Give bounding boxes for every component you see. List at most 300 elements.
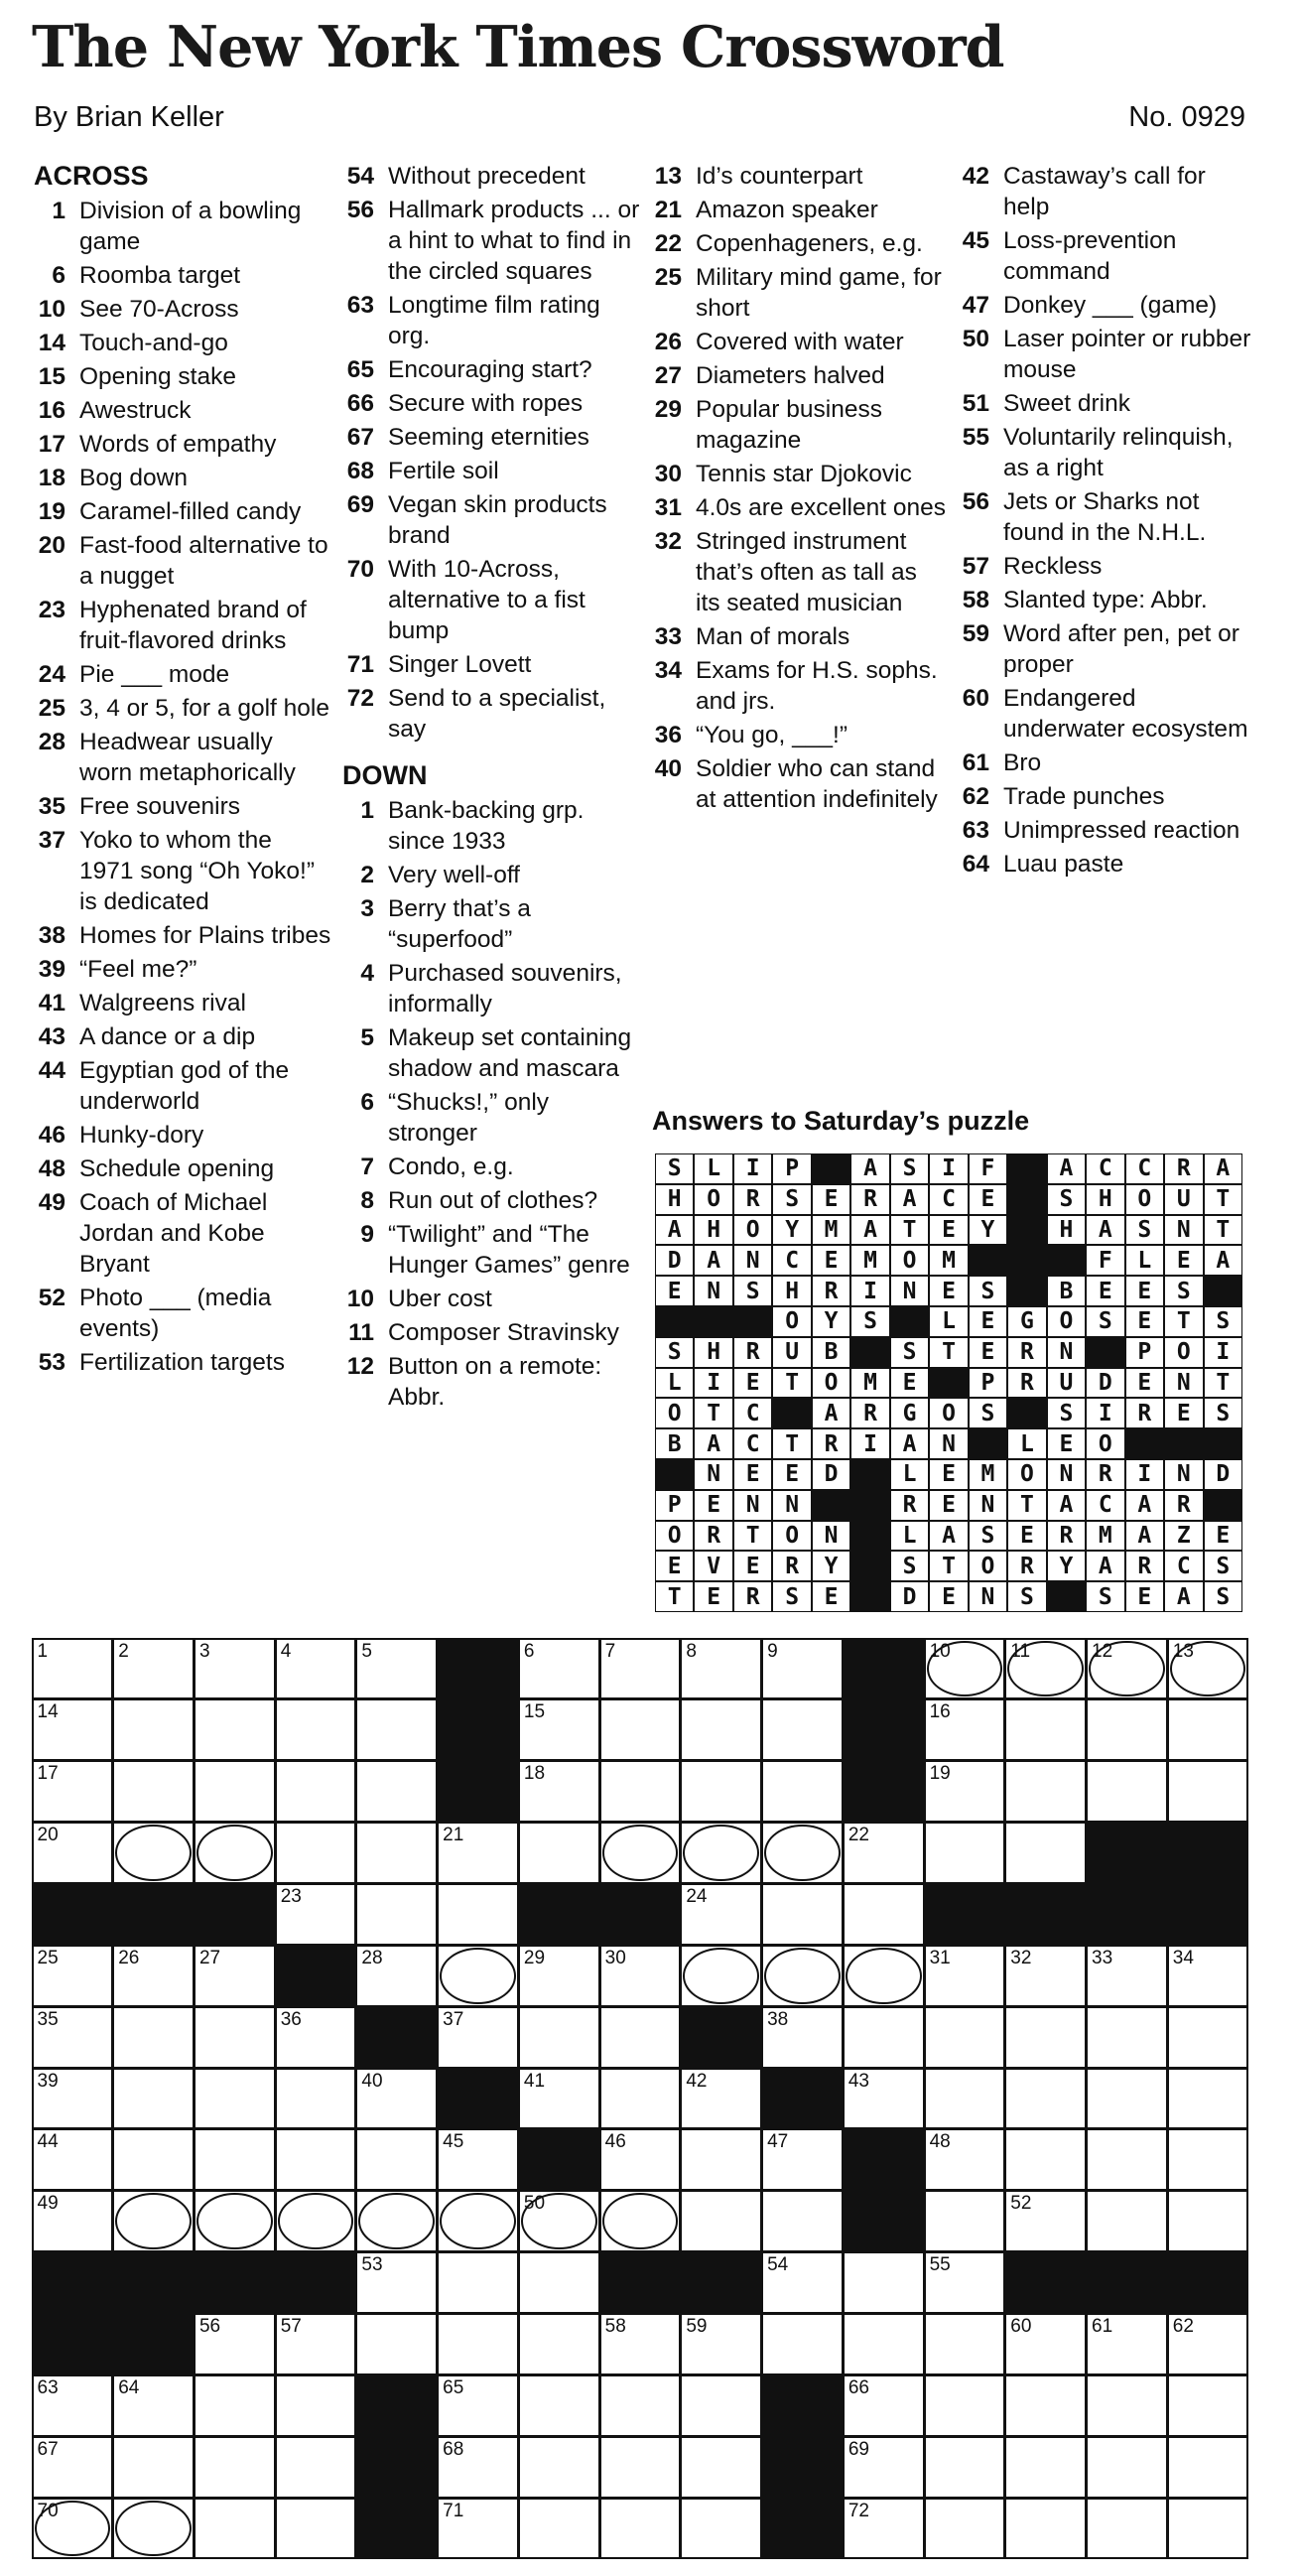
answer-letter: A bbox=[1087, 1216, 1123, 1245]
clue-item bbox=[342, 195, 640, 287]
circle-mark bbox=[764, 1948, 841, 2004]
grid-cell[interactable] bbox=[357, 2192, 436, 2250]
clue-text: Hunky-dory bbox=[79, 1122, 204, 1149]
answer-letter: M bbox=[970, 1460, 1006, 1489]
grid-cell[interactable] bbox=[439, 2192, 517, 2250]
grid-cell[interactable] bbox=[277, 2192, 355, 2250]
grid-cell[interactable] bbox=[114, 1700, 193, 1759]
grid-cell[interactable] bbox=[195, 1947, 274, 2005]
grid-cell[interactable] bbox=[1088, 1640, 1166, 1698]
clue-item bbox=[34, 920, 331, 951]
answer-letter: P bbox=[656, 1491, 693, 1520]
grid-cell[interactable] bbox=[682, 2376, 760, 2435]
grid-cell[interactable] bbox=[1006, 2008, 1085, 2067]
grid-cell[interactable] bbox=[195, 1824, 274, 1882]
answer-letter: A bbox=[1126, 1522, 1163, 1551]
grid-cell[interactable] bbox=[682, 2070, 760, 2128]
clue-text: With 10-Across, alternative to a fist bump bbox=[388, 556, 586, 644]
grid-cell[interactable] bbox=[195, 2192, 274, 2250]
grid-cell[interactable] bbox=[114, 2376, 193, 2435]
grid-cell[interactable] bbox=[601, 1947, 680, 2005]
grid-cell[interactable] bbox=[195, 2315, 274, 2373]
grid-cell[interactable] bbox=[845, 1885, 923, 1944]
cell-number: 9 bbox=[767, 1640, 778, 1662]
clue-number: 6 bbox=[52, 262, 65, 289]
answer-letter: N bbox=[930, 1429, 967, 1458]
grid-cell[interactable] bbox=[195, 1640, 274, 1698]
cell-number: 58 bbox=[604, 2316, 626, 2338]
grid-cell[interactable] bbox=[1088, 2376, 1166, 2435]
grid-cell[interactable] bbox=[34, 1700, 112, 1759]
grid-cell[interactable] bbox=[520, 2192, 598, 2250]
answer-letter: B bbox=[656, 1429, 693, 1458]
across-heading: ACROSS bbox=[34, 161, 149, 191]
answer-letter: U bbox=[1165, 1185, 1202, 1214]
grid-cell[interactable] bbox=[277, 2070, 355, 2128]
grid-cell[interactable] bbox=[1169, 1947, 1247, 2005]
grid-cell[interactable] bbox=[682, 2500, 760, 2558]
grid-cell[interactable] bbox=[926, 2008, 1004, 2067]
clue-number: 29 bbox=[654, 396, 682, 423]
grid-cell[interactable] bbox=[1006, 2130, 1085, 2189]
clue-text: Popular business magazine bbox=[696, 396, 882, 454]
cell-number: 63 bbox=[37, 2376, 59, 2398]
answer-letter: A bbox=[1048, 1154, 1085, 1183]
grid-cell[interactable] bbox=[1088, 2438, 1166, 2497]
grid-cell[interactable] bbox=[1088, 1700, 1166, 1759]
grid-cell[interactable] bbox=[926, 2253, 1004, 2312]
clue-number: 41 bbox=[38, 990, 65, 1017]
circle-mark bbox=[683, 1825, 759, 1881]
grid-cell[interactable] bbox=[763, 1885, 842, 1944]
answer-letter: T bbox=[1205, 1185, 1241, 1214]
grid-cell[interactable] bbox=[926, 2500, 1004, 2558]
grid-cell[interactable] bbox=[520, 2070, 598, 2128]
clue-item bbox=[958, 747, 1255, 778]
clue-item bbox=[342, 354, 640, 385]
grid-cell[interactable] bbox=[1169, 1762, 1247, 1821]
clue-text: Diameters halved bbox=[696, 362, 885, 389]
grid-cell[interactable] bbox=[34, 2130, 112, 2189]
grid-cell[interactable] bbox=[763, 2192, 842, 2250]
grid-cell[interactable] bbox=[763, 1640, 842, 1698]
cell-number: 57 bbox=[280, 2316, 302, 2338]
grid-cell[interactable] bbox=[926, 2315, 1004, 2373]
grid-cell[interactable] bbox=[195, 2438, 274, 2497]
grid-cell[interactable] bbox=[682, 2130, 760, 2189]
grid-cell[interactable] bbox=[1169, 2376, 1247, 2435]
grid-cell[interactable] bbox=[520, 1640, 598, 1698]
grid-cell[interactable] bbox=[357, 1640, 436, 1698]
grid-cell[interactable] bbox=[682, 2192, 760, 2250]
grid-cell[interactable] bbox=[601, 2008, 680, 2067]
grid-cell[interactable] bbox=[114, 2438, 193, 2497]
grid-cell[interactable] bbox=[682, 1700, 760, 1759]
answer-letter: I bbox=[851, 1429, 888, 1458]
grid-cell[interactable] bbox=[763, 2253, 842, 2312]
grid-cell[interactable] bbox=[845, 2438, 923, 2497]
grid-cell[interactable] bbox=[601, 2376, 680, 2435]
grid-cell[interactable] bbox=[520, 1824, 598, 1882]
cell-number: 69 bbox=[847, 2438, 869, 2460]
grid-cell[interactable] bbox=[439, 1885, 517, 1944]
grid-cell[interactable] bbox=[195, 2130, 274, 2189]
grid-cell[interactable] bbox=[1088, 1947, 1166, 2005]
grid-cell[interactable] bbox=[520, 2376, 598, 2435]
clue-number: 66 bbox=[346, 390, 374, 417]
clue-text: Berry that’s a “superfood” bbox=[388, 895, 531, 953]
grid-cell[interactable] bbox=[34, 1947, 112, 2005]
cell-number: 34 bbox=[1172, 1947, 1194, 1968]
grid-cell[interactable] bbox=[277, 1824, 355, 1882]
grid-cell[interactable] bbox=[1169, 2438, 1247, 2497]
grid-cell[interactable] bbox=[926, 2130, 1004, 2189]
grid-cell[interactable] bbox=[763, 1762, 842, 1821]
answer-letter: S bbox=[1165, 1277, 1202, 1305]
grid-cell[interactable] bbox=[1006, 1947, 1085, 2005]
clue-number: 8 bbox=[360, 1187, 374, 1214]
grid-cell[interactable] bbox=[926, 1640, 1004, 1698]
answer-letter: O bbox=[1165, 1338, 1202, 1367]
answer-letter: C bbox=[734, 1429, 771, 1458]
cell-number: 6 bbox=[523, 1640, 535, 1662]
grid-cell[interactable] bbox=[601, 1640, 680, 1698]
circle-mark bbox=[683, 1948, 759, 2004]
grid-cell[interactable] bbox=[601, 2438, 680, 2497]
clue-number: 43 bbox=[38, 1023, 65, 1050]
cell-number: 4 bbox=[280, 1640, 292, 1662]
grid-cell[interactable] bbox=[845, 2070, 923, 2128]
grid-cell[interactable] bbox=[439, 2253, 517, 2312]
clue-number: 34 bbox=[654, 657, 682, 684]
clue-number: 10 bbox=[38, 296, 65, 323]
answer-letter: R bbox=[1008, 1369, 1045, 1398]
grid-cell[interactable] bbox=[357, 1885, 436, 1944]
grid-cell[interactable] bbox=[1169, 2070, 1247, 2128]
clue-text: Walgreens rival bbox=[79, 990, 246, 1017]
grid-cell[interactable] bbox=[1006, 2500, 1085, 2558]
cell-number: 10 bbox=[929, 1640, 951, 1662]
grid-cell[interactable] bbox=[1169, 2192, 1247, 2250]
grid-cell[interactable] bbox=[195, 2500, 274, 2558]
clue-number: 6 bbox=[360, 1089, 374, 1116]
grid-cell[interactable] bbox=[763, 1700, 842, 1759]
clue-item bbox=[34, 328, 331, 358]
answer-letter: A bbox=[851, 1216, 888, 1245]
answer-letter: E bbox=[1048, 1429, 1085, 1458]
clue-number: 1 bbox=[52, 198, 65, 224]
grid-cell[interactable] bbox=[926, 1762, 1004, 1821]
clue-item bbox=[342, 1284, 640, 1314]
grid-cell[interactable] bbox=[1006, 1824, 1085, 1882]
grid-cell[interactable] bbox=[1088, 2192, 1166, 2250]
answer-letter: N bbox=[695, 1460, 731, 1489]
clue-number: 11 bbox=[348, 1319, 374, 1346]
clue-text: Encouraging start? bbox=[388, 356, 592, 383]
clue-item bbox=[34, 693, 331, 724]
clue-text: Id’s counterpart bbox=[696, 163, 863, 190]
clue-item bbox=[958, 422, 1255, 483]
clue-column-4 bbox=[958, 161, 1255, 882]
clue-number: 69 bbox=[346, 491, 374, 518]
grid-cell[interactable] bbox=[1088, 2315, 1166, 2373]
grid-cell[interactable] bbox=[1169, 1640, 1247, 1698]
grid-cell[interactable] bbox=[926, 1824, 1004, 1882]
grid-cell[interactable] bbox=[520, 2438, 598, 2497]
answer-letter: N bbox=[813, 1522, 849, 1551]
grid-cell[interactable] bbox=[439, 2376, 517, 2435]
grid-cell[interactable] bbox=[34, 1640, 112, 1698]
grid-cell[interactable] bbox=[845, 2315, 923, 2373]
page-title: The New York Times Crossword bbox=[32, 14, 1004, 80]
grid-cell[interactable] bbox=[114, 2130, 193, 2189]
grid-cell[interactable] bbox=[926, 2376, 1004, 2435]
grid-cell[interactable] bbox=[682, 1885, 760, 1944]
answer-letter: R bbox=[1165, 1154, 1202, 1183]
clue-text: Opening stake bbox=[79, 363, 236, 390]
cell-number: 56 bbox=[198, 2316, 221, 2338]
answer-letter: R bbox=[1126, 1399, 1163, 1427]
grid-cell[interactable] bbox=[682, 2315, 760, 2373]
grid-cell[interactable] bbox=[763, 2315, 842, 2373]
circle-mark bbox=[196, 2193, 273, 2249]
grid-cell[interactable] bbox=[601, 2192, 680, 2250]
grid-cell[interactable] bbox=[357, 2070, 436, 2128]
answer-letter: E bbox=[1087, 1277, 1123, 1305]
clue-text: Words of empathy bbox=[79, 431, 277, 458]
grid-cell[interactable] bbox=[845, 1947, 923, 2005]
answer-letter: L bbox=[656, 1369, 693, 1398]
grid-cell[interactable] bbox=[601, 1762, 680, 1821]
answer-letter: T bbox=[891, 1216, 928, 1245]
grid-cell[interactable] bbox=[763, 1824, 842, 1882]
answer-letter: A bbox=[1165, 1582, 1202, 1611]
grid-cell[interactable] bbox=[277, 2008, 355, 2067]
grid-cell[interactable] bbox=[1088, 2008, 1166, 2067]
answer-letter: H bbox=[695, 1338, 731, 1367]
grid-cell[interactable] bbox=[195, 2070, 274, 2128]
grid-cell[interactable] bbox=[845, 2008, 923, 2067]
grid-cell[interactable] bbox=[520, 1762, 598, 1821]
grid-cell[interactable] bbox=[763, 1947, 842, 2005]
grid-cell[interactable] bbox=[1088, 2070, 1166, 2128]
answer-letter: O bbox=[734, 1216, 771, 1245]
grid-cell[interactable] bbox=[763, 2130, 842, 2189]
grid-cell[interactable] bbox=[114, 1824, 193, 1882]
grid-cell[interactable] bbox=[277, 2315, 355, 2373]
grid-cell[interactable] bbox=[1006, 2192, 1085, 2250]
grid-cell[interactable] bbox=[195, 1762, 274, 1821]
grid-cell[interactable] bbox=[520, 2315, 598, 2373]
grid-cell[interactable] bbox=[277, 1885, 355, 1944]
answer-letter: V bbox=[695, 1552, 731, 1580]
grid-cell[interactable] bbox=[601, 2130, 680, 2189]
grid-cell[interactable] bbox=[1006, 2070, 1085, 2128]
grid-cell[interactable] bbox=[1169, 2008, 1247, 2067]
grid-cell[interactable] bbox=[682, 1824, 760, 1882]
grid-cell[interactable] bbox=[357, 1762, 436, 1821]
grid-cell[interactable] bbox=[763, 2008, 842, 2067]
clue-item bbox=[34, 361, 331, 392]
grid-cell[interactable] bbox=[114, 2500, 193, 2558]
answer-letter: U bbox=[773, 1338, 810, 1367]
cell-number: 15 bbox=[523, 1701, 546, 1723]
grid-cell[interactable] bbox=[277, 1762, 355, 1821]
clue-text: 4.0s are excellent ones bbox=[696, 494, 946, 521]
grid-cell[interactable] bbox=[34, 1762, 112, 1821]
grid-cell[interactable] bbox=[195, 2376, 274, 2435]
grid-cell[interactable] bbox=[601, 2500, 680, 2558]
grid-cell[interactable] bbox=[195, 2008, 274, 2067]
grid-cell[interactable] bbox=[439, 2130, 517, 2189]
grid-cell[interactable] bbox=[1169, 2500, 1247, 2558]
cell-number: 11 bbox=[1010, 1640, 1031, 1662]
clue-text: Tennis star Djokovic bbox=[696, 461, 912, 487]
grid-cell[interactable] bbox=[1088, 2500, 1166, 2558]
grid-cell[interactable] bbox=[845, 2253, 923, 2312]
cell-number: 1 bbox=[37, 1640, 49, 1662]
grid-cell[interactable] bbox=[1006, 2376, 1085, 2435]
grid-cell[interactable] bbox=[601, 2070, 680, 2128]
answer-letter: O bbox=[656, 1522, 693, 1551]
clue-number: 56 bbox=[962, 488, 989, 515]
grid-cell[interactable] bbox=[926, 2070, 1004, 2128]
grid-cell[interactable] bbox=[439, 2438, 517, 2497]
grid-cell[interactable] bbox=[1006, 1700, 1085, 1759]
grid-cell[interactable] bbox=[277, 1700, 355, 1759]
answer-letter: T bbox=[930, 1338, 967, 1367]
grid-cell[interactable] bbox=[439, 2500, 517, 2558]
grid-cell[interactable] bbox=[439, 2008, 517, 2067]
clue-text: Egyptian god of the underworld bbox=[79, 1057, 290, 1115]
grid-cell[interactable] bbox=[357, 1700, 436, 1759]
answer-letter: L bbox=[1126, 1246, 1163, 1275]
clue-item bbox=[650, 228, 948, 259]
clue-text: Uber cost bbox=[388, 1286, 492, 1312]
grid-cell[interactable] bbox=[1169, 2130, 1247, 2189]
grid-cell[interactable] bbox=[114, 2192, 193, 2250]
grid-cell[interactable] bbox=[1088, 1762, 1166, 1821]
answer-letter: G bbox=[1008, 1307, 1045, 1336]
grid-cell[interactable] bbox=[357, 2315, 436, 2373]
grid-cell[interactable] bbox=[1006, 1640, 1085, 1698]
grid-cell[interactable] bbox=[845, 2500, 923, 2558]
grid-cell[interactable] bbox=[277, 2130, 355, 2189]
grid-cell[interactable] bbox=[357, 1824, 436, 1882]
grid-cell[interactable] bbox=[114, 1762, 193, 1821]
grid-cell[interactable] bbox=[439, 2315, 517, 2373]
answer-letter: I bbox=[695, 1369, 731, 1398]
answer-letter: M bbox=[851, 1246, 888, 1275]
clue-text: Free souvenirs bbox=[79, 793, 241, 820]
grid-cell[interactable] bbox=[277, 1640, 355, 1698]
answer-letter: C bbox=[773, 1246, 810, 1275]
grid-cell[interactable] bbox=[277, 2438, 355, 2497]
cell-number: 68 bbox=[443, 2438, 464, 2460]
grid-cell[interactable] bbox=[195, 1700, 274, 1759]
grid-cell[interactable] bbox=[34, 2376, 112, 2435]
answer-letter: R bbox=[1087, 1460, 1123, 1489]
grid-cell[interactable] bbox=[114, 1947, 193, 2005]
clue-number: 58 bbox=[962, 587, 989, 613]
grid-cell[interactable] bbox=[1088, 2130, 1166, 2189]
grid-cell[interactable] bbox=[601, 1824, 680, 1882]
grid-cell[interactable] bbox=[682, 1947, 760, 2005]
grid-cell[interactable] bbox=[520, 2008, 598, 2067]
answer-letter: R bbox=[1048, 1522, 1085, 1551]
cell-number: 70 bbox=[37, 2500, 59, 2521]
answer-letter: H bbox=[695, 1216, 731, 1245]
grid-cell[interactable] bbox=[682, 2438, 760, 2497]
grid-cell[interactable] bbox=[1006, 2315, 1085, 2373]
grid-cell[interactable] bbox=[1006, 1762, 1085, 1821]
answer-letter: T bbox=[773, 1369, 810, 1398]
grid-cell[interactable] bbox=[357, 2253, 436, 2312]
grid-cell[interactable] bbox=[34, 2500, 112, 2558]
answer-letter: C bbox=[930, 1185, 967, 1214]
grid-cell[interactable] bbox=[926, 1947, 1004, 2005]
grid-cell[interactable] bbox=[845, 2376, 923, 2435]
answer-letter: S bbox=[1008, 1582, 1045, 1611]
grid-cell[interactable] bbox=[439, 1947, 517, 2005]
grid-cell[interactable] bbox=[520, 1947, 598, 2005]
cell-number: 25 bbox=[37, 1947, 59, 1968]
clue-text: Singer Lovett bbox=[388, 651, 532, 678]
grid-cell[interactable] bbox=[34, 2192, 112, 2250]
answer-letter: S bbox=[1048, 1399, 1085, 1427]
grid-cell[interactable] bbox=[1169, 1700, 1247, 1759]
grid-cell[interactable] bbox=[845, 1824, 923, 1882]
grid-cell[interactable] bbox=[1169, 2315, 1247, 2373]
clue-item bbox=[342, 1087, 640, 1149]
grid-cell[interactable] bbox=[520, 1700, 598, 1759]
grid-cell[interactable] bbox=[34, 2008, 112, 2067]
circle-mark bbox=[846, 1948, 922, 2004]
grid-cell[interactable] bbox=[926, 2192, 1004, 2250]
cell-number: 39 bbox=[37, 2070, 59, 2092]
clue-text: Secure with ropes bbox=[388, 390, 584, 417]
grid-cell[interactable] bbox=[520, 2500, 598, 2558]
answer-letter: E bbox=[734, 1552, 771, 1580]
grid-cell[interactable] bbox=[926, 2438, 1004, 2497]
clue-number: 20 bbox=[38, 532, 65, 559]
grid-cell[interactable] bbox=[926, 1700, 1004, 1759]
answer-letter: N bbox=[734, 1491, 771, 1520]
grid-cell[interactable] bbox=[277, 2500, 355, 2558]
grid-cell[interactable] bbox=[277, 2376, 355, 2435]
grid-cell[interactable] bbox=[114, 2070, 193, 2128]
grid-cell[interactable] bbox=[682, 1640, 760, 1698]
clue-item bbox=[34, 954, 331, 985]
grid-cell[interactable] bbox=[601, 1700, 680, 1759]
grid-cell[interactable] bbox=[114, 2008, 193, 2067]
grid-cell[interactable] bbox=[34, 2070, 112, 2128]
cell-number: 55 bbox=[929, 2254, 951, 2276]
grid-cell[interactable] bbox=[682, 1762, 760, 1821]
grid-cell[interactable] bbox=[601, 2315, 680, 2373]
grid-cell[interactable] bbox=[520, 2253, 598, 2312]
answer-letter: I bbox=[1205, 1338, 1241, 1367]
grid-cell[interactable] bbox=[114, 1640, 193, 1698]
answer-letter: R bbox=[695, 1522, 731, 1551]
grid-cell[interactable] bbox=[357, 1947, 436, 2005]
grid-cell[interactable] bbox=[34, 1824, 112, 1882]
grid-cell[interactable] bbox=[357, 2130, 436, 2189]
grid-cell[interactable] bbox=[439, 1824, 517, 1882]
grid-cell[interactable] bbox=[34, 2438, 112, 2497]
grid-cell[interactable] bbox=[1006, 2438, 1085, 2497]
clue-text: Hallmark products ... or a hint to what to find in the circled squares bbox=[388, 197, 640, 285]
